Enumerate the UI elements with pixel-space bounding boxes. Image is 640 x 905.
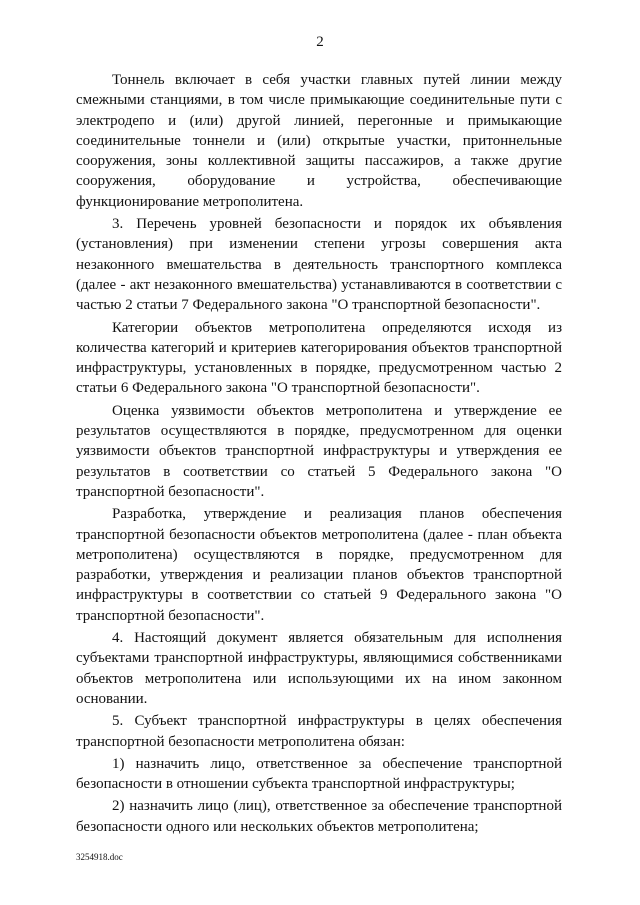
paragraph-object-categories: Категории объектов метрополитена определяются исходя из количества категорий и критериев категорирования объектов транспортной инфраструктуры, установленных в порядке, предусмотренном частью 2 статьи 6 Федерального закона "О транспортной безопасности". [76,319,562,397]
paragraph-vulnerability-assessment: Оценка уязвимости объектов метрополитена и утверждение ее результатов осуществляются в порядке, предусмотренном для оценки уязвимости объектов транспортной инфраструктуры и утверждения ее результатов в соответствии со статьей 5 Федерального закона "О транспортной безопасности". [76,402,562,500]
list-item-obligation-1: 1) назначить лицо, ответственное за обеспечение транспортной безопасности в отношении субъекта транспортной инфраструктуры; [76,755,562,793]
paragraph-tunnel-definition: Тоннель включает в себя участки главных путей линии между смежными станциями, в том числе примыкающие соединительные пути с электродепо и (или) другой линией, перегонные и примыкающие соединительные тоннели и (или) открытые участки, притоннельные сооружения, зоны коллективной защиты пассажиров, а также другие сооружения, оборудование и устройства, обеспечивающие функционирование метрополитена. [76,72,562,210]
page-number: 2 [316,34,324,50]
paragraph-document-scope: 4. Настоящий документ является обязательным для исполнения субъектами транспортной инфраструктуры, являющимися собственниками объектов метрополитена или использующими их на ином законном основании. [76,630,562,707]
list-item-obligation-2: 2) назначить лицо (лиц), ответственное за обеспечение транспортной безопасности одного или нескольких объектов метрополитена; [76,798,562,835]
paragraph-security-levels: 3. Перечень уровней безопасности и порядок их объявления (установления) при изменении степени угрозы совершения акта незаконного вмешательства в деятельность транспортного комплекса (далее - акт незаконного вмешательства) устанавливаются в соответствии с частью 2 статьи 7 Федерального закона "О транспортной безопасности". [76,216,562,314]
paragraph-subject-obligations: 5. Субъект транспортной инфраструктуры в целях обеспечения транспортной безопасности метрополитена обязан: [76,713,562,750]
document-body [76,70,562,839]
footer-filename: 3254918.doc [76,852,123,862]
paragraph-security-plans: Разработка, утверждение и реализация планов обеспечения транспортной безопасности объектов метрополитена (далее - план объекта метрополитена) осуществляются в порядке, предусмотренном для разработки, утверждения и реализации планов объектов транспортной инфраструктуры в соответствии со статьей 9 Федерального закона "О транспортной безопасности". [76,506,562,624]
